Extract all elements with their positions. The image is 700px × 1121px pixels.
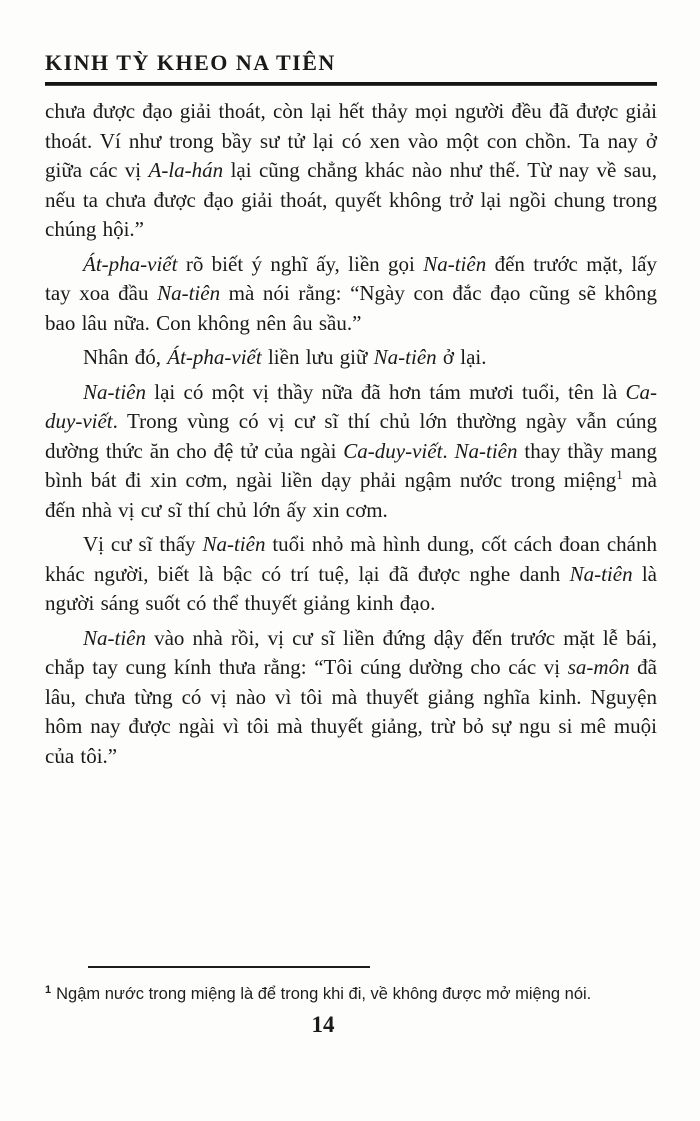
paragraph: Na-tiên lại có một vị thầy nữa đã hơn tám mươi tuổi, tên là Ca-duy-viết. Trong vùng có vị cư sĩ thí chủ lớn thường ngày vẫn cúng dường thức ăn cho đệ tử của ngài Ca-duy-viết. Na-tiên thay thầy mang bình bát đi xin cơm, ngài liền dạy phải ngậm nước trong miệng$^1$ mà đến nhà vị cư sĩ thí chủ lớn ấy xin cơm. xyxy=(45,379,658,522)
paragraph: Át-pha-viết rõ biết ý nghĩ ấy, liền gọi Na-tiên đến trước mặt, lấy tay xoa đầu Na-tiên mà nói rằng: “Ngày con đắc đạo cũng sẽ không bao lâu nữa. Con không nên âu sầu.” xyxy=(45,251,658,335)
page-header xyxy=(45,0,657,86)
body-paragraphs xyxy=(45,97,657,771)
paragraph: chưa được đạo giải thoát, còn lại hết thảy mọi người đều đã được giải thoát. Ví như trong bầy sư tử lại có xen vào một con chồn. Ta nay ở giữa các vị A-la-hán lại cũng chẳng khác nào như thế. Từ nay về sau, nếu ta chưa được đạo giải thoát, quyết không trở lại ngồi chung trong chúng hội.” xyxy=(45,99,657,241)
page-number: 14 xyxy=(311,1012,335,1037)
footnote-separator xyxy=(88,966,370,968)
footnote-marker: 1 xyxy=(45,983,52,996)
paragraph: Nhân đó, Át-pha-viết liền lưu giữ Na-tiên ở lại. xyxy=(83,345,487,369)
footnote-text: Ngậm nước trong miệng là để trong khi đi, về không được mở miệng nói. xyxy=(56,985,592,1003)
footnote-reference: 1 xyxy=(616,467,623,482)
header-rule xyxy=(45,82,657,86)
paragraph: Na-tiên vào nhà rồi, vị cư sĩ liền đứng dậy đến trước mặt lễ bái, chắp tay cung kính thưa rằng: “Tôi cúng dường cho các vị sa-môn đã lâu, chưa từng có vị nào vì tôi mà thuyết giảng nghĩa kinh. Nguyện hôm nay được ngài vì tôi mà thuyết giảng, trừ bỏ sự ngu si mê muội của tôi.” xyxy=(45,625,657,768)
running-head-title: KINH TỲ KHEO NA TIÊN xyxy=(45,50,336,75)
paragraph: Vị cư sĩ thấy Na-tiên tuổi nhỏ mà hình dung, cốt cách đoan chánh khác người, biết là bậc có trí tuệ, lại đã được nghe danh Na-tiên là người sáng suốt có thể thuyết giảng kinh đạo. xyxy=(45,532,657,615)
footnote-area xyxy=(45,966,657,1038)
footnote xyxy=(45,981,657,1007)
